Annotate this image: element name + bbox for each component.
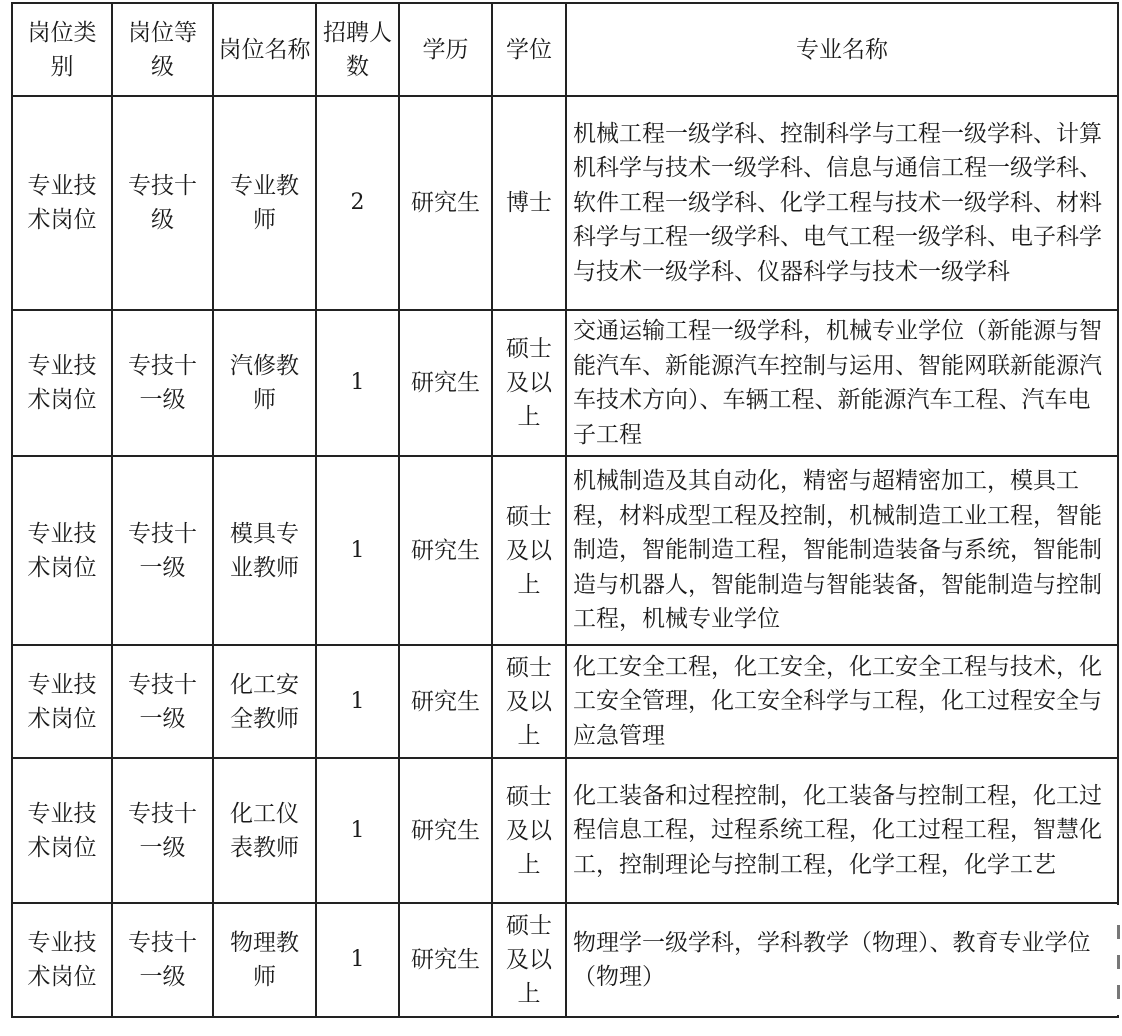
edge-fragment-mark — [1117, 925, 1120, 939]
cell-degree: 硕士及以上 — [492, 456, 566, 645]
header-category: 岗位类别 — [12, 3, 112, 96]
cell-majors: 交通运输工程一级学科，机械专业学位（新能源与智能汽车、新能源汽车控制与运用、智能网联新能源汽车技术方向）、车辆工程、新能源汽车工程、汽车电子工程 — [566, 310, 1118, 456]
cell-majors: 机械工程一级学科、控制科学与工程一级学科、计算机科学与技术一级学科、信息与通信工程一级学科、软件工程一级学科、化学工程与技术一级学科、材料科学与工程一级学科、电气工程一级学科、电子科学与技术一级学科、仪器科学与技术一级学科 — [566, 96, 1118, 310]
table-row — [12, 645, 1118, 758]
edge-fragment-mark — [1117, 985, 1120, 999]
header-count: 招聘人数 — [316, 3, 399, 96]
cell-level: 专技十一级 — [112, 456, 213, 645]
cell-education: 研究生 — [399, 96, 492, 310]
cell-name: 物理教师 — [213, 903, 316, 1017]
cell-degree: 博士 — [492, 96, 566, 310]
cell-level: 专技十一级 — [112, 645, 213, 758]
cell-category: 专业技术岗位 — [12, 456, 112, 645]
cell-level: 专技十一级 — [112, 310, 213, 456]
header-education: 学历 — [399, 3, 492, 96]
cell-category: 专业技术岗位 — [12, 758, 112, 903]
cell-degree: 硕士及以上 — [492, 758, 566, 903]
header-degree: 学位 — [492, 3, 566, 96]
cell-level: 专技十一级 — [112, 903, 213, 1017]
recruitment-table — [11, 2, 1119, 1018]
cell-category: 专业技术岗位 — [12, 310, 112, 456]
header-level: 岗位等级 — [112, 3, 213, 96]
cell-name: 化工安全教师 — [213, 645, 316, 758]
cell-majors: 物理学一级学科，学科教学（物理）、教育专业学位（物理） — [566, 903, 1118, 1017]
edge-fragment-mark — [1117, 955, 1120, 969]
cell-count: 1 — [316, 758, 399, 903]
table-row — [12, 456, 1118, 645]
cell-degree: 硕士及以上 — [492, 903, 566, 1017]
header-majors: 专业名称 — [566, 3, 1118, 96]
cell-level: 专技十级 — [112, 96, 213, 310]
cell-name: 专业教师 — [213, 96, 316, 310]
cell-count: 1 — [316, 456, 399, 645]
cell-majors: 化工安全工程，化工安全，化工安全工程与技术，化工安全管理，化工安全科学与工程，化工过程安全与应急管理 — [566, 645, 1118, 758]
cell-education: 研究生 — [399, 758, 492, 903]
cell-education: 研究生 — [399, 310, 492, 456]
header-name: 岗位名称 — [213, 3, 316, 96]
table-row — [12, 310, 1118, 456]
cell-education: 研究生 — [399, 903, 492, 1017]
cell-category: 专业技术岗位 — [12, 903, 112, 1017]
cell-majors: 化工装备和过程控制，化工装备与控制工程，化工过程信息工程，过程系统工程，化工过程工程，智慧化工，控制理论与控制工程，化学工程，化学工艺 — [566, 758, 1118, 903]
cell-count: 1 — [316, 310, 399, 456]
header-row — [12, 3, 1118, 96]
cell-category: 专业技术岗位 — [12, 645, 112, 758]
cell-degree: 硕士及以上 — [492, 310, 566, 456]
cell-category: 专业技术岗位 — [12, 96, 112, 310]
cell-majors: 机械制造及其自动化，精密与超精密加工，模具工程，材料成型工程及控制，机械制造工业工程，智能制造，智能制造工程，智能制造装备与系统，智能制造与机器人，智能制造与智能装备，智能制造与控制工程，机械专业学位 — [566, 456, 1118, 645]
cell-degree: 硕士及以上 — [492, 645, 566, 758]
cell-count: 1 — [316, 903, 399, 1017]
table-row — [12, 903, 1118, 1017]
cell-name: 汽修教师 — [213, 310, 316, 456]
cell-level: 专技十一级 — [112, 758, 213, 903]
cell-name: 模具专业教师 — [213, 456, 316, 645]
cell-education: 研究生 — [399, 645, 492, 758]
table-row — [12, 758, 1118, 903]
cell-education: 研究生 — [399, 456, 492, 645]
cell-name: 化工仪表教师 — [213, 758, 316, 903]
table-row — [12, 96, 1118, 310]
cell-count: 1 — [316, 645, 399, 758]
cell-count: 2 — [316, 96, 399, 310]
